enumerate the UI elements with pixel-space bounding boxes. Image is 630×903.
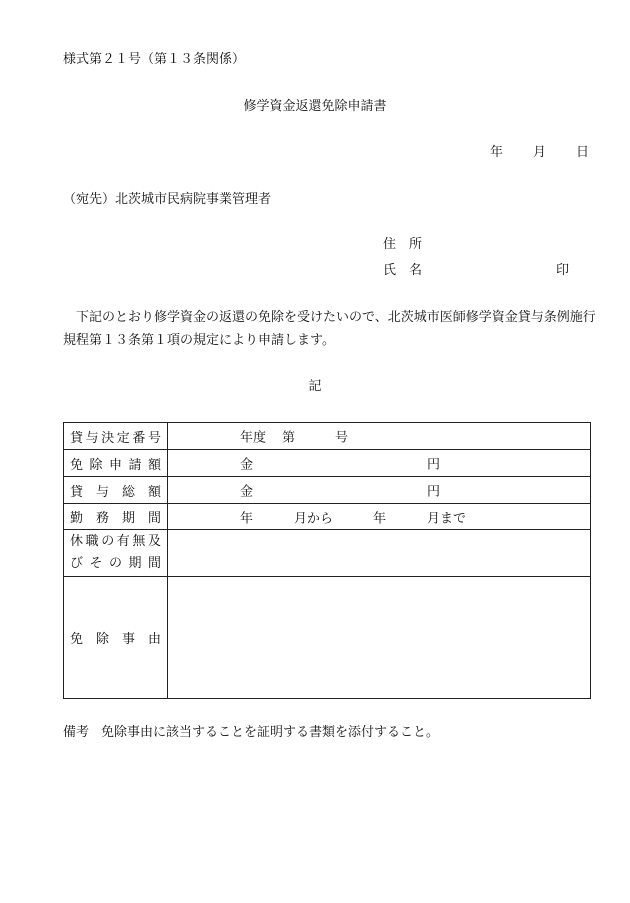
date-month: 月 [533, 145, 547, 160]
yen-unit: 円 [427, 457, 441, 473]
start-year-unit: 年 [240, 511, 254, 526]
form-number: 様式第２１号（第１３条関係） [63, 52, 246, 67]
record-heading: 記 [308, 379, 322, 394]
end-year-unit: 年 [373, 511, 387, 526]
document-title: 修学資金返還免除申請書 [243, 99, 387, 114]
leave-period-label-line1: 休職の有無及 [70, 534, 161, 549]
date-day: 日 [576, 145, 590, 160]
remarks-label: 備考 [63, 725, 90, 740]
amount-prefix: 金 [240, 484, 254, 500]
exemption-reason-label: 免除事由 [64, 577, 168, 699]
remarks [63, 724, 439, 742]
number-suffix: 号 [335, 430, 349, 446]
year-unit: 年度 [240, 430, 267, 446]
loan-decision-number-label: 貸与決定番号 [64, 423, 168, 450]
start-month-unit: 月から [294, 511, 334, 526]
loan-decision-number-field[interactable] [168, 423, 591, 450]
table-row [64, 577, 591, 699]
application-table [63, 422, 591, 699]
address-label: 住 所 [383, 237, 423, 252]
leave-period-field[interactable] [168, 530, 591, 577]
leave-period-label-line2: びその期間 [70, 556, 161, 571]
leave-period-label [64, 530, 168, 577]
yen-unit: 円 [427, 484, 441, 500]
table-row [64, 450, 591, 477]
service-period-field[interactable] [168, 504, 591, 530]
request-paragraph: 下記のとおり修学資金の返還の免除を受けたいので、北茨城市医師修学資金貸与条例施行規程第１３条第１項の規定により申請します。 [63, 310, 596, 348]
name-label: 氏 名 [383, 263, 423, 278]
table-row [64, 423, 591, 450]
seal-mark: 印 [556, 263, 570, 278]
exemption-amount-field[interactable] [168, 450, 591, 477]
table-row [64, 477, 591, 504]
ordinal-prefix: 第 [282, 430, 296, 446]
table-row [64, 530, 591, 577]
date-year: 年 [490, 145, 504, 160]
date-line [490, 144, 589, 162]
exemption-reason-field[interactable] [168, 577, 591, 699]
remarks-text: 免除事由に該当することを証明する書類を添付すること。 [101, 725, 440, 740]
amount-prefix: 金 [240, 457, 254, 473]
total-loan-label: 貸与総額 [64, 477, 168, 504]
table-row [64, 504, 591, 530]
addressee: （宛先）北茨城市民病院事業管理者 [63, 192, 272, 207]
end-month-unit: 月まで [427, 511, 467, 526]
exemption-amount-label: 免除申請額 [64, 450, 168, 477]
service-period-label: 勤務期間 [64, 504, 168, 530]
total-loan-field[interactable] [168, 477, 591, 504]
